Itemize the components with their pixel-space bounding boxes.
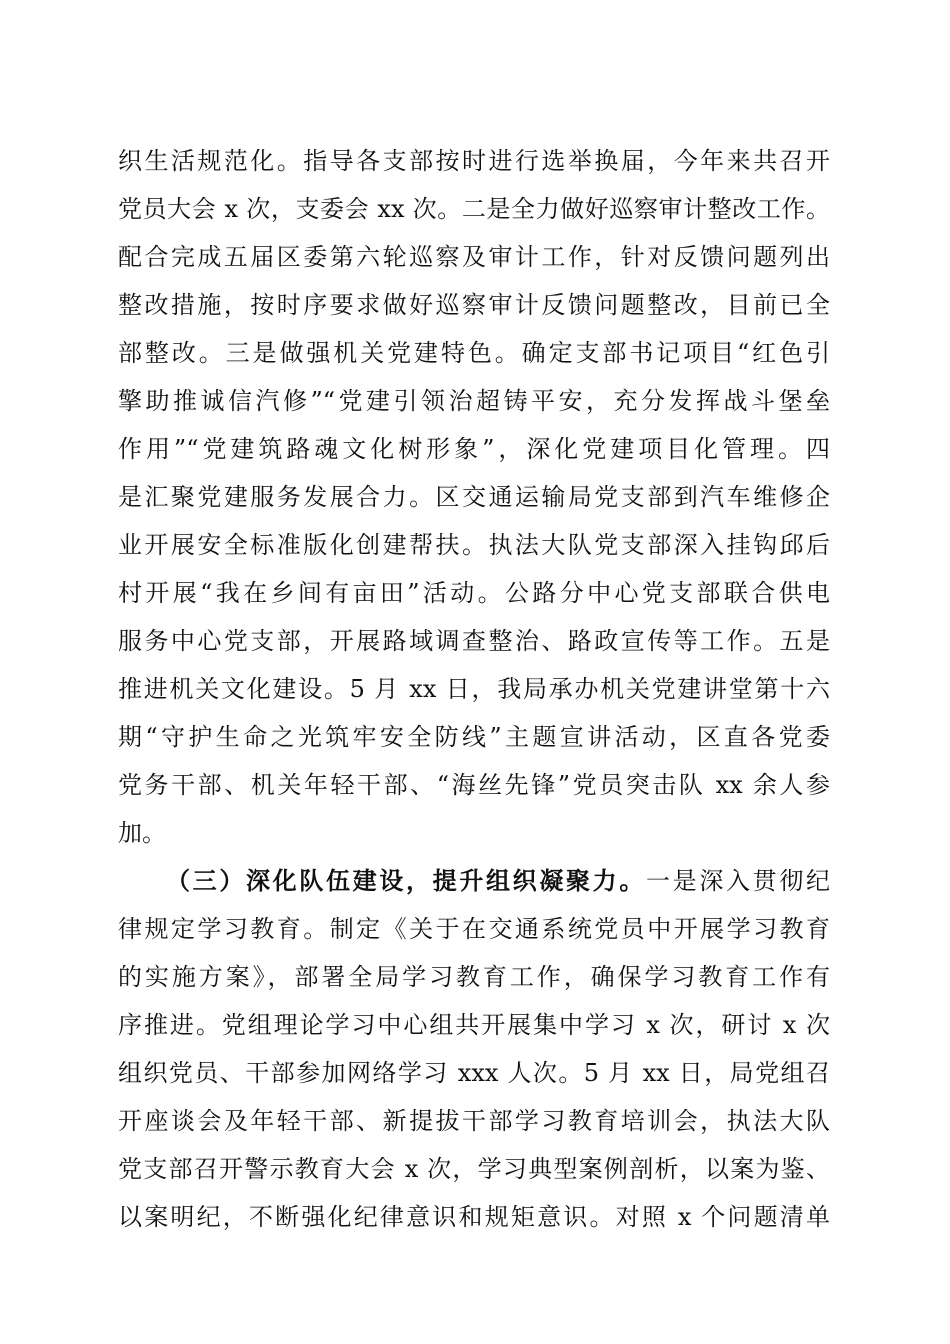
paragraph-line: 业开展安全标准版化创建帮扶。执法大队党支部深入挂钩邱后: [118, 531, 830, 559]
section-3-first-line: [166, 861, 830, 901]
paragraph-line: 村开展“我在乡间有亩田”活动。公路分中心党支部联合供电: [118, 579, 830, 607]
paragraph-line: 是汇聚党建服务发展合力。区交通运输局党支部到汽车维修企: [118, 483, 830, 511]
paragraph-line: 织生活规范化。指导各支部按时进行选举换届，今年来共召开: [118, 147, 830, 175]
paragraph-line: 整改措施，按时序要求做好巡察审计反馈问题整改，目前已全: [118, 291, 830, 319]
paragraph-line: 的实施方案》，部署全局学习教育工作，确保学习教育工作有: [118, 963, 830, 991]
paragraph-line: 作用”“党建筑路魂文化树形象”，深化党建项目化管理。四: [118, 435, 830, 463]
section-3-heading: （三）深化队伍建设，提升组织凝聚力。: [166, 866, 646, 895]
paragraph-line: 组织党员、干部参加网络学习 xxx 人次。5 月 xx 日，局党组召: [118, 1059, 830, 1087]
paragraph-line: 党员大会 x 次，支委会 xx 次。二是全力做好巡察审计整改工作。: [118, 195, 830, 223]
paragraph-line: 序推进。党组理论学习中心组共开展集中学习 x 次，研讨 x 次: [118, 1011, 830, 1039]
paragraph-line: 以案明纪，不断强化纪律意识和规矩意识。对照 x 个问题清单: [118, 1203, 830, 1231]
paragraph-line: 部整改。三是做强机关党建特色。确定支部书记项目“红色引: [118, 339, 830, 367]
paragraph-line: 期“守护生命之光筑牢安全防线”主题宣讲活动，区直各党委: [118, 723, 830, 751]
section-3-first-tail: 一是深入贯彻纪: [646, 867, 830, 895]
paragraph-line: 开座谈会及年轻干部、新提拔干部学习教育培训会，执法大队: [118, 1107, 830, 1135]
paragraph-line: 加。: [118, 819, 166, 847]
paragraph-line: 擎助推诚信汽修”“党建引领治超铸平安，充分发挥战斗堡垒: [118, 387, 830, 415]
paragraph-line: 配合完成五届区委第六轮巡察及审计工作，针对反馈问题列出: [118, 243, 830, 271]
paragraph-line: 服务中心党支部，开展路域调查整治、路政宣传等工作。五是: [118, 627, 830, 655]
paragraph-line: 推进机关文化建设。5 月 xx 日，我局承办机关党建讲堂第十六: [118, 675, 830, 703]
paragraph-line: 党务干部、机关年轻干部、“海丝先锋”党员突击队 xx 余人参: [118, 771, 830, 799]
paragraph-line: 律规定学习教育。制定《关于在交通系统党员中开展学习教育: [118, 915, 830, 943]
paragraph-line: 党支部召开警示教育大会 x 次，学习典型案例剖析，以案为鉴、: [118, 1155, 830, 1183]
